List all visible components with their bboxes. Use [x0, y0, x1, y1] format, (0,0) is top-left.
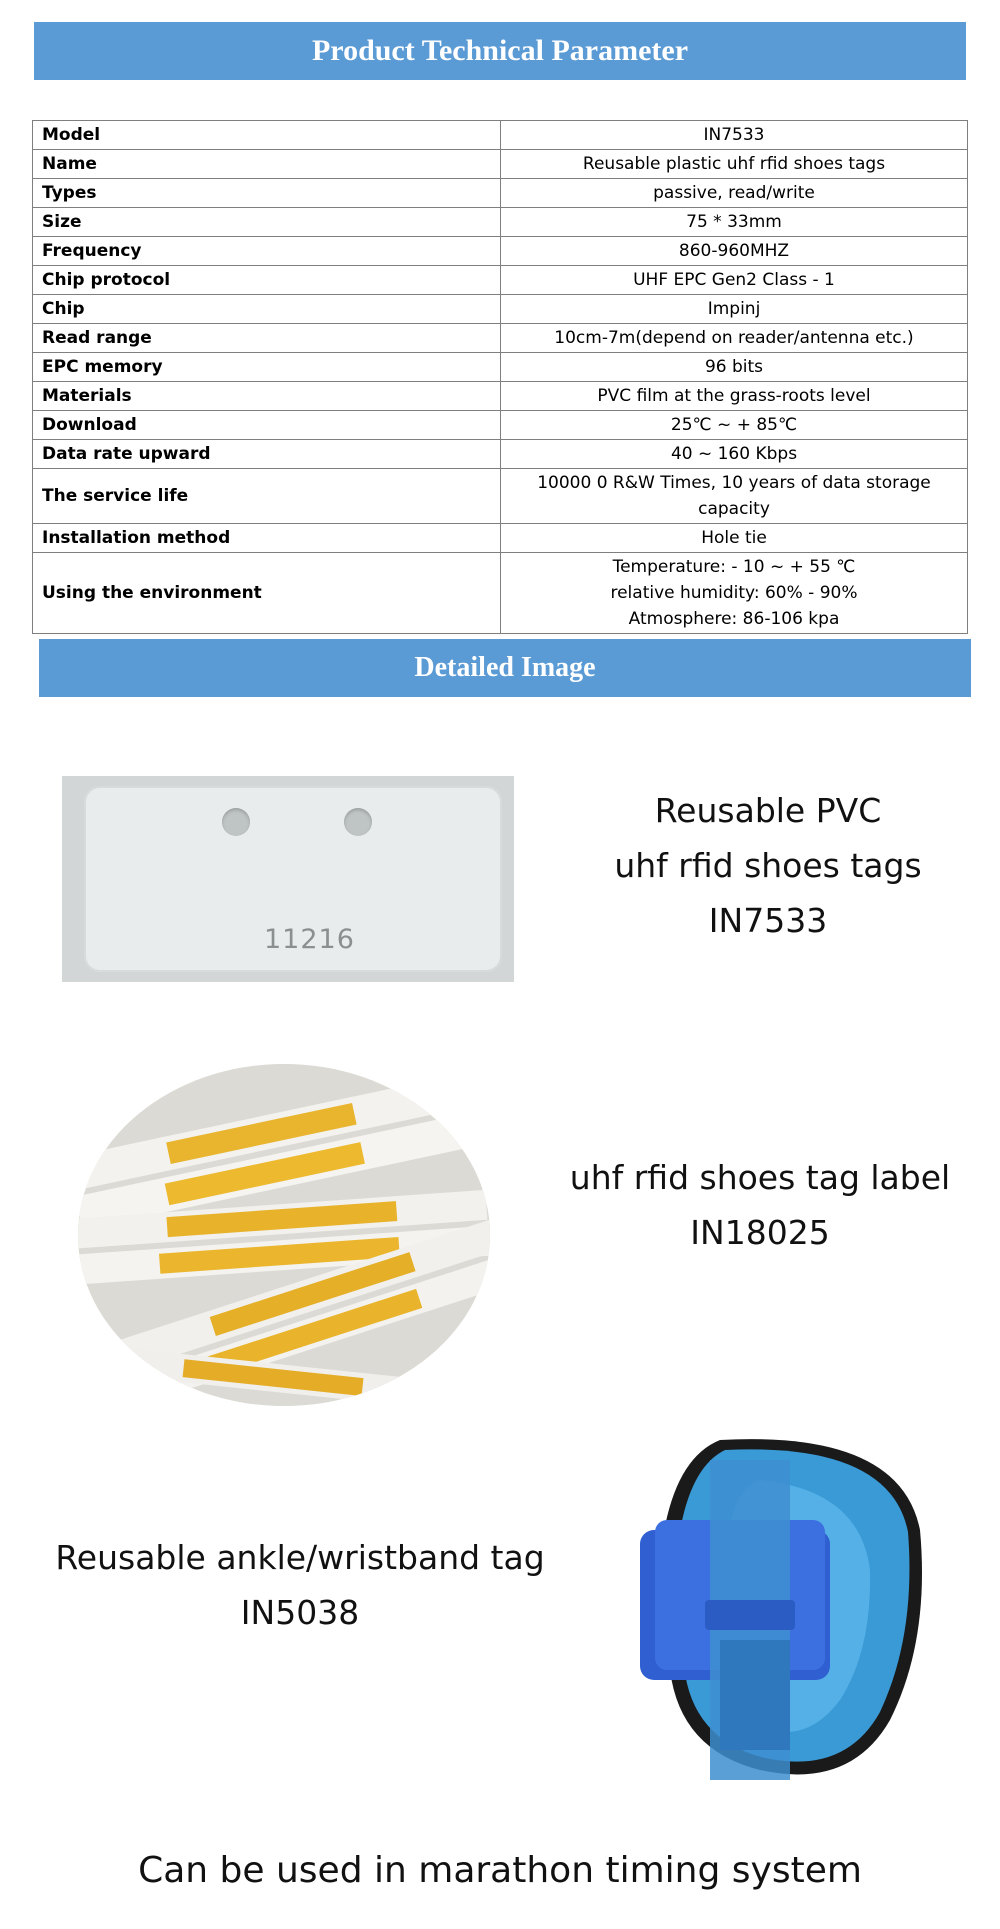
table-row [33, 324, 968, 353]
param-key: Name [33, 150, 501, 179]
param-value: Reusable plastic uhf rfid shoes tags [501, 150, 968, 179]
label-stack-image [78, 1064, 490, 1406]
product-caption-wristband [45, 1530, 555, 1640]
param-key: Data rate upward [33, 440, 501, 469]
marathon-timing-caption: Can be used in marathon timing system [138, 1850, 862, 1891]
table-row [33, 353, 968, 382]
value-line: Temperature: - 10 ~ + 55 ℃ [612, 557, 856, 577]
param-value: PVC film at the grass-roots level [501, 382, 968, 411]
param-key: Materials [33, 382, 501, 411]
table-row [33, 295, 968, 324]
table-row [33, 469, 968, 524]
caption-line: uhf rfid shoes tags [614, 846, 922, 885]
hole-right [344, 808, 372, 836]
tag-number: 11216 [264, 924, 355, 955]
product-caption-label [560, 1150, 960, 1260]
param-value: passive, read/write [501, 179, 968, 208]
table-row [33, 237, 968, 266]
param-value: IN7533 [501, 121, 968, 150]
value-line: capacity [698, 499, 770, 519]
wristband-image [600, 1420, 930, 1780]
param-key: Chip [33, 295, 501, 324]
param-value: Impinj [501, 295, 968, 324]
table-row [33, 266, 968, 295]
param-key: EPC memory [33, 353, 501, 382]
table-row [33, 382, 968, 411]
param-key: Read range [33, 324, 501, 353]
param-key: Model [33, 121, 501, 150]
param-key: Using the environment [33, 553, 501, 634]
value-line: 10000 0 R&W Times, 10 years of data storage [537, 473, 931, 493]
value-line: Atmosphere: 86-106 kpa [628, 609, 840, 629]
param-key: The service life [33, 469, 501, 524]
caption-line: IN18025 [690, 1213, 830, 1252]
table-row [33, 179, 968, 208]
param-key: Frequency [33, 237, 501, 266]
table-row [33, 440, 968, 469]
param-value: 860-960MHZ [501, 237, 968, 266]
param-key: Chip protocol [33, 266, 501, 295]
param-value: 75 * 33mm [501, 208, 968, 237]
parameter-table [32, 120, 968, 634]
technical-parameter-header: Product Technical Parameter [34, 22, 966, 80]
caption-line: Reusable PVC [654, 791, 882, 830]
table-row [33, 208, 968, 237]
table-row [33, 411, 968, 440]
param-key: Size [33, 208, 501, 237]
product-caption-pvc [568, 783, 968, 948]
param-key: Download [33, 411, 501, 440]
detailed-image-header: Detailed Image [39, 639, 971, 697]
param-value: Hole tie [501, 524, 968, 553]
wristband-drawing [600, 1420, 930, 1780]
caption-line: IN7533 [708, 901, 828, 940]
table-row [33, 524, 968, 553]
table-row [33, 553, 968, 634]
param-key: Types [33, 179, 501, 208]
table-row [33, 121, 968, 150]
table-row [33, 150, 968, 179]
pvc-card [84, 786, 502, 972]
param-value: 40 ~ 160 Kbps [501, 440, 968, 469]
hole-left [222, 808, 250, 836]
param-value: 10cm-7m(depend on reader/antenna etc.) [501, 324, 968, 353]
param-key: Installation method [33, 524, 501, 553]
caption-line: uhf rfid shoes tag label [569, 1158, 951, 1197]
param-value [501, 553, 968, 634]
pvc-tag-image [62, 776, 514, 982]
param-value: UHF EPC Gen2 Class - 1 [501, 266, 968, 295]
caption-line: IN5038 [240, 1593, 360, 1632]
value-line: relative humidity: 60% - 90% [610, 583, 858, 603]
param-value: 96 bits [501, 353, 968, 382]
label-stack-drawing [78, 1064, 490, 1406]
caption-line: Reusable ankle/wristband tag [55, 1538, 545, 1577]
param-value [501, 469, 968, 524]
param-value: 25℃ ~ + 85℃ [501, 411, 968, 440]
